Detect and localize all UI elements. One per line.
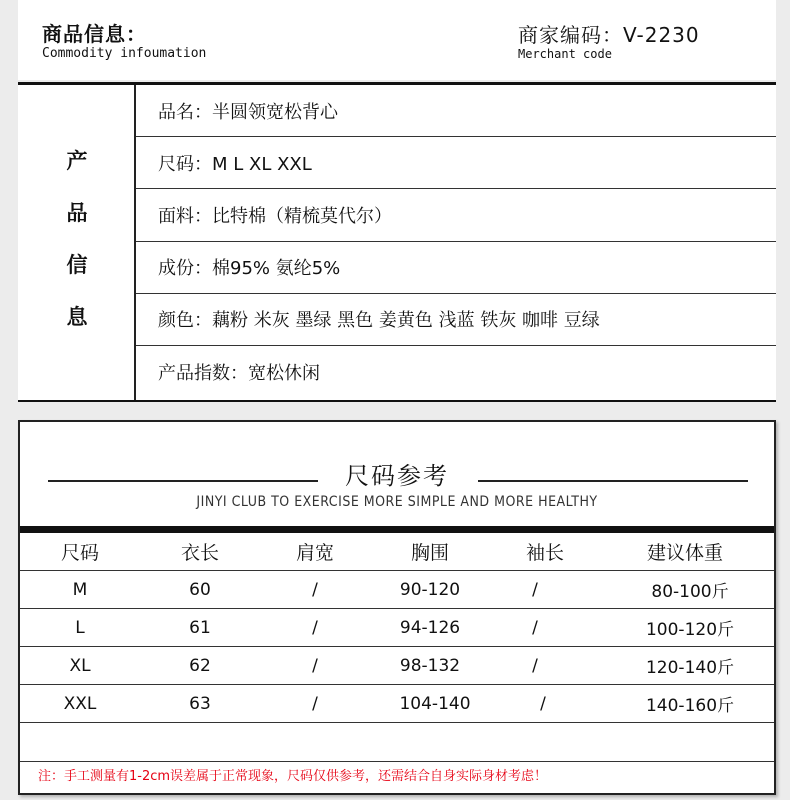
size-table-row bbox=[20, 571, 774, 609]
side-label-char: 信 bbox=[66, 253, 88, 277]
cell-chest: 104-140 bbox=[399, 693, 471, 714]
header-divider-bar bbox=[20, 526, 774, 533]
header-cell-weight: 建议体重 bbox=[646, 542, 723, 564]
side-label-char: 产 bbox=[66, 149, 88, 173]
cell-shoulder: / bbox=[312, 617, 318, 638]
cell-length: 61 bbox=[189, 617, 211, 638]
cell-shoulder: / bbox=[312, 655, 318, 676]
size-table-row bbox=[20, 685, 774, 723]
cell-size: XXL bbox=[63, 693, 97, 714]
size-chart-subtitle: JINYI CLUB TO EXERCISE MORE SIMPLE AND MORE HEALTHY bbox=[196, 494, 598, 510]
info-row-colors: 颜色：藕粉 米灰 墨绿 黑色 姜黄色 浅蓝 铁灰 咖啡 豆绿 bbox=[136, 294, 776, 346]
header-cell-size: 尺码 bbox=[60, 542, 99, 564]
info-row-fabric: 面料：比特棉（精梳莫代尔） bbox=[136, 189, 776, 241]
header-subtitle: Commodity infoumation bbox=[42, 46, 207, 61]
info-row-composition: 成份：棉95% 氨纶5% bbox=[136, 242, 776, 294]
size-table-header bbox=[20, 533, 774, 571]
header-cell-length: 衣长 bbox=[180, 542, 219, 564]
size-table-empty-row bbox=[20, 723, 774, 762]
product-info-side-label bbox=[18, 85, 136, 400]
cell-length: 60 bbox=[189, 579, 211, 600]
cell-sleeve: / bbox=[532, 655, 538, 676]
cell-chest: 94-126 bbox=[399, 617, 461, 638]
merchant-code-subtitle: Merchant code bbox=[518, 47, 612, 61]
cell-weight: 80-100斤 bbox=[651, 582, 729, 602]
size-table-row bbox=[20, 609, 774, 647]
size-table bbox=[20, 533, 774, 762]
header-title: 商品信息： bbox=[42, 22, 147, 46]
side-label-char: 品 bbox=[66, 201, 88, 225]
cell-sleeve: / bbox=[532, 579, 538, 600]
cell-chest: 90-120 bbox=[399, 579, 461, 600]
header-cell-sleeve: 袖长 bbox=[525, 542, 564, 564]
cell-size: M bbox=[72, 579, 88, 600]
merchant-code: 商家编码：V-2230 bbox=[518, 23, 700, 47]
measurement-note: 注：手工测量有1-2cm误差属于正常现象，尺码仅供参考，还需结合自身实际身材考虑！ bbox=[38, 769, 548, 784]
cell-length: 63 bbox=[189, 693, 211, 714]
header-cell-shoulder: 肩宽 bbox=[295, 542, 334, 564]
cell-sleeve: / bbox=[540, 693, 546, 714]
cell-weight: 100-120斤 bbox=[645, 620, 735, 640]
cell-shoulder: / bbox=[312, 693, 318, 714]
product-info-table bbox=[18, 82, 776, 402]
size-reference-panel bbox=[18, 420, 776, 795]
info-row-name: 品名：半圆领宽松背心 bbox=[136, 85, 776, 137]
info-row-sizes: 尺码：M L XL XXL bbox=[136, 137, 776, 189]
size-chart-title: 尺码参考 bbox=[331, 462, 463, 490]
cell-size: L bbox=[75, 617, 85, 638]
product-info-rows bbox=[136, 85, 776, 400]
info-row-style-index: 产品指数：宽松休闲 bbox=[158, 363, 320, 385]
cell-size: XL bbox=[69, 655, 91, 676]
cell-length: 62 bbox=[189, 655, 211, 676]
cell-weight: 120-140斤 bbox=[645, 658, 735, 678]
header-cell-chest: 胸围 bbox=[410, 542, 449, 564]
cell-chest: 98-132 bbox=[399, 655, 461, 676]
size-table-row bbox=[20, 647, 774, 685]
cell-sleeve: / bbox=[532, 617, 538, 638]
product-header bbox=[18, 0, 776, 80]
cell-shoulder: / bbox=[312, 579, 318, 600]
side-label-char: 息 bbox=[66, 305, 88, 329]
cell-weight: 140-160斤 bbox=[645, 696, 735, 716]
